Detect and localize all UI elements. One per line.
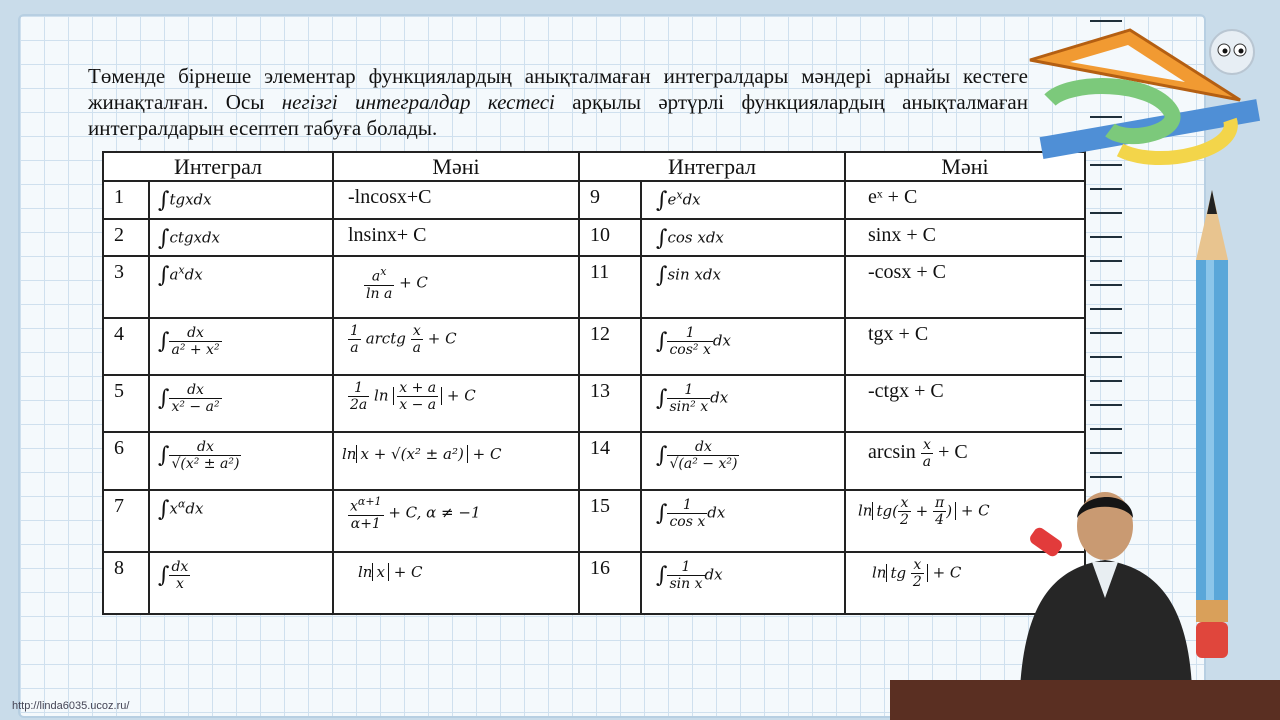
meaning-cell: $\frac{1}{a}$ arctg $\frac{x}{a}$ + C — [333, 318, 579, 375]
integral-cell: $\int e^xdx$ — [641, 181, 845, 219]
integral-cell: ∫sin xdx — [641, 256, 845, 318]
header-integral-left: Интеграл — [103, 152, 333, 181]
intro-emphasis: негізгі интегралдар кестесі — [281, 90, 555, 114]
integral-cell: ∫ $\frac{1}{\text{sin x}}$ dx — [641, 552, 845, 614]
table-row — [103, 181, 1085, 219]
source-url: http://linda6035.ucoz.ru/ — [12, 700, 130, 712]
integral-cell: $\int x^\alpha dx$ — [149, 490, 333, 552]
row-number: 12 — [579, 318, 641, 375]
meaning-cell: eˣ + C — [845, 181, 1085, 219]
integral-expression: cos xdx — [667, 228, 724, 247]
integral-cell: ∫tgxdx — [149, 181, 333, 219]
meaning-cell: ln x + √(x² ± a²) + C — [333, 432, 579, 490]
row-number: 9 — [579, 181, 641, 219]
header-meaning-right: Мәні — [845, 152, 1085, 181]
integral-cell: ∫ $\frac{dx}{\text{√(x² ± a²)}}$ — [149, 432, 333, 490]
row-number: 8 — [103, 552, 149, 614]
row-number: 3 — [103, 256, 149, 318]
desk — [890, 680, 1280, 720]
meaning-cell: $\frac{x^{\alpha+1}}{\alpha+1}$ + C, α ≠ −1 — [333, 490, 579, 552]
integral-table — [102, 151, 1086, 615]
integral-cell: ∫ctgxdx — [149, 219, 333, 256]
header-meaning-left: Мәні — [333, 152, 579, 181]
row-number: 5 — [103, 375, 149, 432]
row-number: 10 — [579, 219, 641, 256]
meaning-cell: -lncosx+C — [333, 181, 579, 219]
integral-expression: tgxdx — [169, 190, 212, 209]
table-row — [103, 318, 1085, 375]
meaning-cell: -cosx + C — [845, 256, 1085, 318]
row-number: 11 — [579, 256, 641, 318]
meaning-cell: lnsinx+ C — [333, 219, 579, 256]
table-row — [103, 552, 1085, 614]
integral-cell: ∫ $\frac{1}{\text{cos² x}}$ dx — [641, 318, 845, 375]
presenter-avatar — [1010, 488, 1200, 688]
row-number: 15 — [579, 490, 641, 552]
integral-cell: $\int a^xdx$ — [149, 256, 333, 318]
meaning-cell: ln tg $\frac{x}{2}$ + C — [845, 552, 1085, 614]
row-number: 4 — [103, 318, 149, 375]
meaning-cell: -ctgx + C — [845, 375, 1085, 432]
meaning-cell: sinx + C — [845, 219, 1085, 256]
table-row — [103, 375, 1085, 432]
row-number: 2 — [103, 219, 149, 256]
row-number: 7 — [103, 490, 149, 552]
integral-expression: sin xdx — [667, 265, 721, 284]
integral-cell: ∫ $\frac{1}{\text{cos x}}$ dx — [641, 490, 845, 552]
integral-cell: ∫ $\frac{1}{\text{sin² x}}$ dx — [641, 375, 845, 432]
row-number: 1 — [103, 181, 149, 219]
table-row — [103, 219, 1085, 256]
integral-expression: ctgxdx — [169, 228, 221, 247]
row-number: 6 — [103, 432, 149, 490]
meaning-cell: ln x + C — [333, 552, 579, 614]
integral-cell: ∫ $\frac{dx}{\text{a² + x²}}$ — [149, 318, 333, 375]
meaning-cell: ln tg( $\frac{x}{2}$ + $\frac{\pi}{4}$ ) + C — [845, 490, 1085, 552]
row-number: 13 — [579, 375, 641, 432]
meaning-cell: $\frac{a^x}{\text{ln a}}$ + C — [333, 256, 579, 318]
intro-paragraph — [88, 63, 1028, 141]
meaning-cell: arcsin $\frac{x}{a}$ + C — [845, 432, 1085, 490]
table-row — [103, 490, 1085, 552]
row-number: 16 — [579, 552, 641, 614]
intro-text-2: арқылы әртүрлі функциялардың анықталмаған интегралдарын есептеп табуға болады. — [88, 90, 1028, 140]
integral-cell: ∫ $\frac{dx}{x}$ — [149, 552, 333, 614]
header-integral-right: Интеграл — [579, 152, 845, 181]
row-number: 14 — [579, 432, 641, 490]
integral-cell: ∫ $\frac{dx}{\text{√(a² − x²)}}$ — [641, 432, 845, 490]
table-row — [103, 256, 1085, 318]
integral-cell: ∫cos xdx — [641, 219, 845, 256]
integral-cell: ∫ $\frac{dx}{\text{x² − a²}}$ — [149, 375, 333, 432]
meaning-cell: tgx + C — [845, 318, 1085, 375]
intro-text-1: Төменде бірнеше элементар функциялардың анықталмаған интегралдары мәндері арнайы кестеге жинақталған. Осы — [88, 64, 1028, 114]
meaning-cell: $\frac{1}{2a}$ ln $\frac{x + a}{x - a}$ + C — [333, 375, 579, 432]
drawing-tools-icon — [1010, 20, 1260, 170]
table-row — [103, 432, 1085, 490]
table-header-row — [103, 152, 1085, 181]
